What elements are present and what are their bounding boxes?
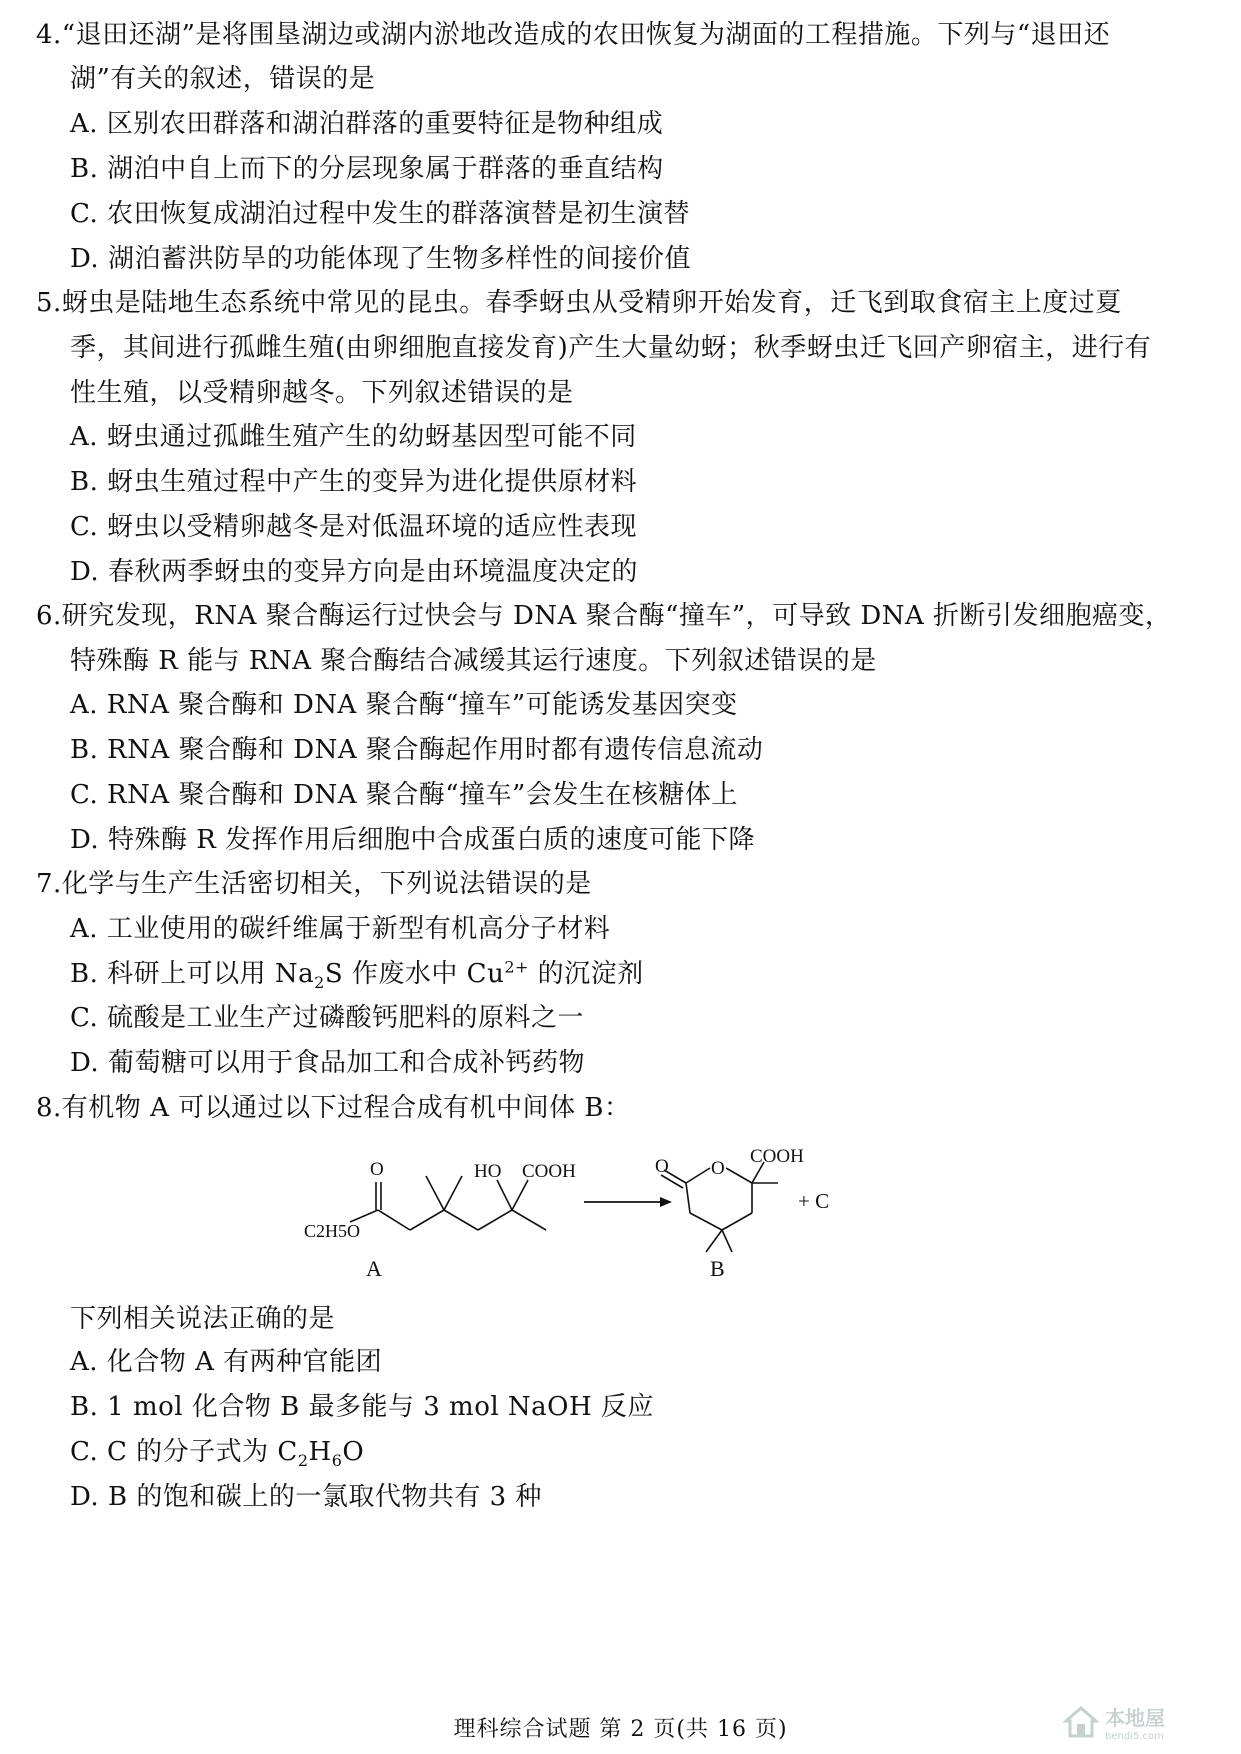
q8-prompt: 下列相关说法正确的是: [70, 1304, 336, 1334]
q4-option-b: B. 湖泊中自上而下的分层现象属于群落的垂直结构: [70, 154, 664, 184]
q7-option-c: C. 硫酸是工业生产过磷酸钙肥料的原料之一: [70, 1003, 584, 1033]
b-ring-o-text: O: [711, 1158, 725, 1179]
q4-stem-line1: 4.“退田还湖”是将围垦湖边或湖内淤地改造成的农田恢复为湖面的工程措施。下列与“退田还: [36, 20, 1111, 50]
q6-stem-line2: 特殊酶 R 能与 RNA 聚合酶结合减缓其运行速度。下列叙述错误的是: [70, 646, 877, 676]
q5-stem-line2: 季，其间进行孤雌生殖(由卵细胞直接发育)产生大量幼蚜；秋季蚜虫迁飞回产卵宿主，进行有: [70, 333, 1152, 363]
q5-option-a: A. 蚜虫通过孤雌生殖产生的幼蚜基因型可能不同: [70, 422, 637, 452]
b-carboxyl-text: COOH: [750, 1146, 804, 1167]
byproduct-c-text: + C: [798, 1189, 830, 1213]
q4-option-a: A. 区别农田群落和湖泊群落的重要特征是物种组成: [70, 109, 664, 139]
q7-option-d: D. 葡萄糖可以用于食品加工和合成补钙药物: [70, 1048, 585, 1078]
a-carbonyl-o-text: O: [370, 1159, 384, 1180]
q4-option-d: D. 湖泊蓄洪防旱的功能体现了生物多样性的间接价值: [70, 244, 691, 274]
q5-option-d: D. 春秋两季蚜虫的变异方向是由环境温度决定的: [70, 557, 638, 587]
watermark-text: 本地屋: [1105, 1706, 1165, 1730]
house-icon: [1063, 1704, 1099, 1740]
watermark-url: bendi5.com: [1105, 1731, 1164, 1742]
q7-option-b: B. 科研上可以用 $Na_2S$ 作废水中 $Cu^{2+}$ 的沉淀剂: [70, 957, 644, 993]
label-compound-b: B: [710, 1256, 725, 1281]
q6-option-a: A. RNA 聚合酶和 DNA 聚合酶“撞车”可能诱发基因突变: [70, 690, 738, 720]
q6-option-c: C. RNA 聚合酶和 DNA 聚合酶“撞车”会发生在核糖体上: [70, 780, 738, 810]
q8-option-d: D. B 的饱和碳上的一氯取代物共有 3 种: [70, 1482, 542, 1512]
q4-stem-line2: 湖”有关的叙述，错误的是: [70, 64, 376, 94]
q7-option-a: A. 工业使用的碳纤维属于新型有机高分子材料: [70, 914, 611, 944]
a-ester-group-text: C2H5O: [304, 1221, 361, 1241]
reaction-arrow-icon: [584, 1197, 672, 1207]
q5-stem-line1: 5.蚜虫是陆地生态系统中常见的昆虫。春季蚜虫从受精卵开始发育，迁飞到取食宿主上度过夏: [36, 288, 1122, 318]
reaction-scheme-diagram: [0, 1140, 1241, 1290]
label-compound-a: A: [366, 1256, 382, 1281]
compound-a-structure: [350, 1176, 546, 1230]
a-carboxyl-text: COOH: [522, 1161, 576, 1182]
a-hydroxyl-text: HO: [474, 1161, 502, 1182]
q5-stem-line3: 性生殖，以受精卵越冬。下列叙述错误的是: [70, 378, 574, 408]
q7-stem-line1: 7.化学与生产生活密切相关，下列说法错误的是: [36, 869, 592, 899]
q5-option-c: C. 蚜虫以受精卵越冬是对低温环境的适应性表现: [70, 512, 637, 542]
q5-option-b: B. 蚜虫生殖过程中产生的变异为进化提供原材料: [70, 467, 638, 497]
q8-option-a: A. 化合物 A 有两种官能团: [70, 1347, 383, 1377]
q8-option-b: B. 1 mol 化合物 B 最多能与 3 mol NaOH 反应: [70, 1392, 654, 1422]
q6-stem-line1: 6.研究发现，RNA 聚合酶运行过快会与 DNA 聚合酶“撞车”，可导致 DNA 折断引发细胞癌变，: [36, 601, 1172, 631]
b-carbonyl-o-text: O: [655, 1156, 669, 1177]
q6-option-b: B. RNA 聚合酶和 DNA 聚合酶起作用时都有遗传信息流动: [70, 735, 764, 765]
watermark-logo: [1063, 1698, 1233, 1746]
q8-stem-line1: 8.有机物 A 可以通过以下过程合成有机中间体 B：: [36, 1093, 631, 1123]
q6-option-d: D. 特殊酶 R 发挥作用后细胞中合成蛋白质的速度可能下降: [70, 825, 756, 855]
q4-option-c: C. 农田恢复成湖泊过程中发生的群落演替是初生演替: [70, 199, 690, 229]
q8-option-c: C. C 的分子式为 $C_2H_6O$: [70, 1437, 365, 1471]
page-footer: 理科综合试题 第 2 页(共 16 页): [453, 1717, 788, 1742]
